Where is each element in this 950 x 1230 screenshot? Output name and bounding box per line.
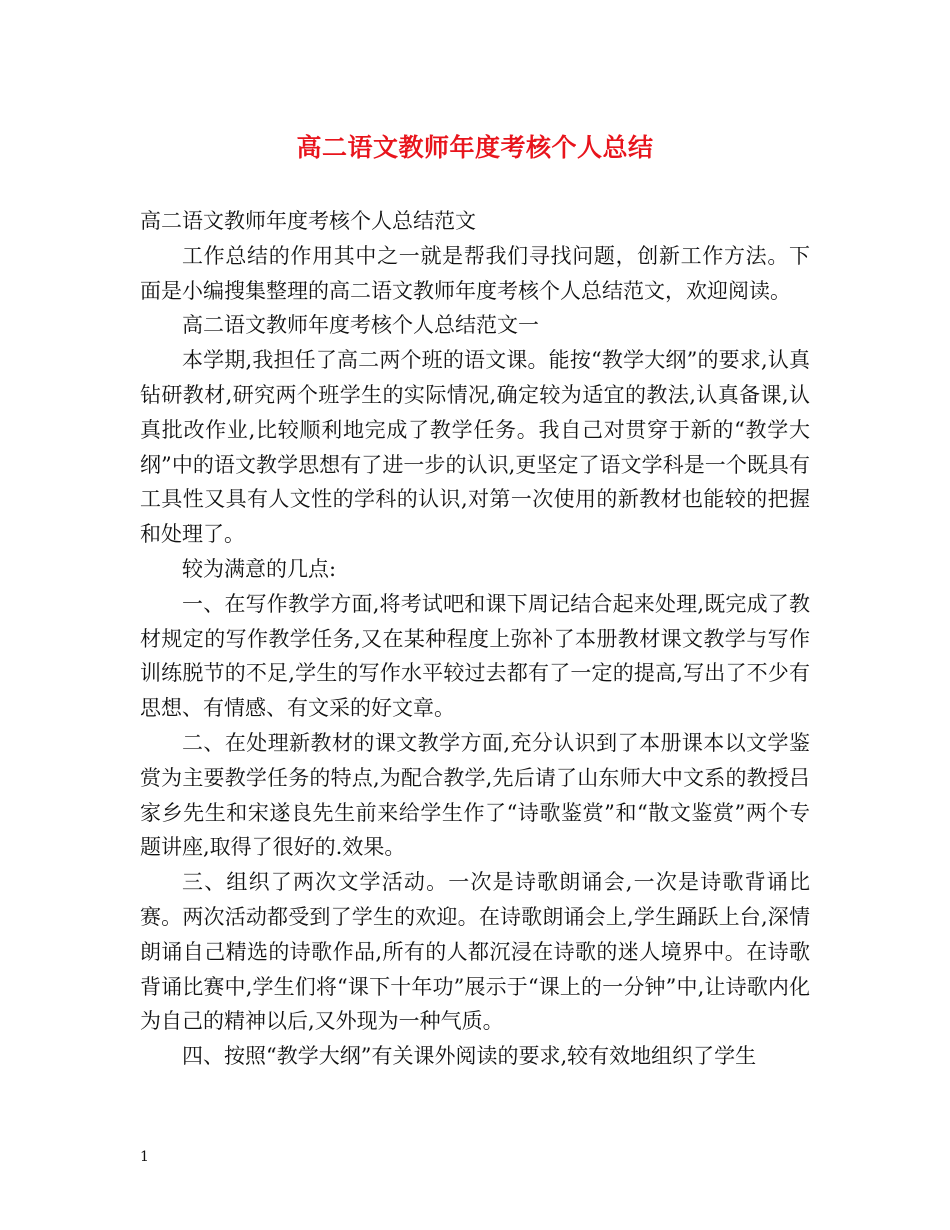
document-subtitle: 高二语文教师年度考核个人总结范文	[140, 209, 476, 233]
document-body	[140, 204, 810, 1074]
document-title: 高二语文教师年度考核个人总结	[296, 133, 654, 162]
paragraph-intro: 工作总结的作用其中之一就是帮我们寻找问题，创新工作方法。下面是小编搜集整理的高二语文教师年度考核个人总结范文，欢迎阅读。	[140, 243, 810, 303]
paragraph-point-four: 四、按照“教学大纲”有关课外阅读的要求,较有效地组织了学生	[182, 1044, 757, 1069]
paragraph-satisfied-points: 较为满意的几点:	[182, 556, 337, 581]
paragraph-point-two: 二、在处理新教材的课文教学方面,充分认识到了本册课本以文学鉴赏为主要教学任务的特点,为配合教学,先后请了山东师大中文系的教授吕家乡先生和宋遂良先生前来给学生作了“诗歌鉴赏”和“散文鉴赏”两个专题讲座,取得了很好的.效果。	[140, 730, 810, 860]
paragraph-semester: 本学期,我担任了高二两个班的语文课。能按“教学大纲”的要求,认真钻研教材,研究两个班学生的实际情况,确定较为适宜的教法,认真备课,认真批改作业,比较顺利地完成了教学任务。我自己对贯穿于新的“教学大纲”中的语文教学思想有了进一步的认识,更坚定了语文学科是一个既具有工具性又具有人文性的学科的认识,对第一次使用的新教材也能较的把握和处理了。	[140, 348, 810, 547]
paragraph-point-three: 三、组织了两次文学活动。一次是诗歌朗诵会,一次是诗歌背诵比赛。两次活动都受到了学生的欢迎。在诗歌朗诵会上,学生踊跃上台,深情朗诵自己精选的诗歌作品,所有的人都沉浸在诗歌的迷人境界中。在诗歌背诵比赛中,学生们将“课下十年功”展示于“课上的一分钟”中,让诗歌内化为自己的精神以后,又外现为一种气质。	[140, 870, 810, 1034]
page-number: 1	[140, 1149, 149, 1165]
paragraph-point-one: 一、在写作教学方面,将考试吧和课下周记结合起来处理,既完成了教材规定的写作教学任务,又在某种程度上弥补了本册教材课文教学与写作训练脱节的不足,学生的写作水平较过去都有了一定的提高,写出了不少有思想、有情感、有文采的好文章。	[140, 591, 810, 721]
section-heading: 高二语文教师年度考核个人总结范文一	[182, 313, 539, 338]
